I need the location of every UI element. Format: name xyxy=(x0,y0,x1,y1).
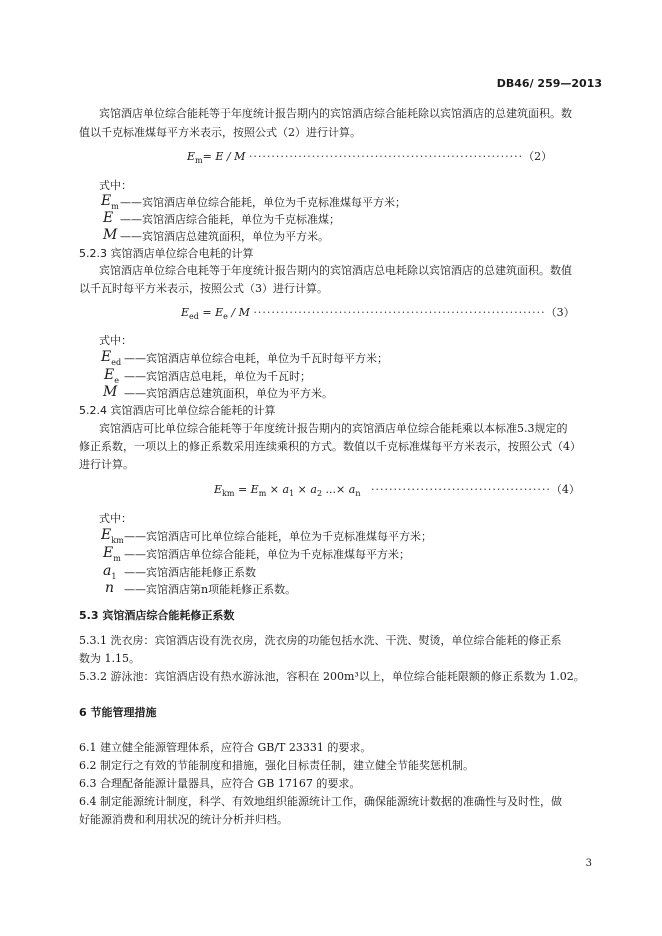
clause-line: 6.2 制定行之有效的节能制度和措施，强化目标责任制，建立健全节能奖惩机制。 xyxy=(79,759,474,772)
paragraph-line: 以千瓦时每平方米表示，按照公式（3）进行计算。 xyxy=(79,282,328,295)
def-text: ——宾馆酒店单位综合能耗，单位为千克标准煤每平方米； xyxy=(120,196,406,209)
def-text: ——宾馆酒店总电耗，单位为千瓦时； xyxy=(124,370,311,383)
paragraph-line: 修正系数，一项以上的修正系数采用连续乘积的方式。数值以千克标准煤每平方米表示，按照公式（4） xyxy=(79,440,581,453)
def-symbol: n xyxy=(105,580,115,596)
def-text: ——宾馆酒店能耗修正系数 xyxy=(124,566,256,579)
where-label: 式中： xyxy=(99,334,132,347)
where-label: 式中： xyxy=(99,512,132,525)
def-symbol: $E_{km}$ xyxy=(101,527,124,545)
paragraph-line: 进行计算。 xyxy=(79,458,134,471)
paragraph-line: 值以千克标准煤每平方米表示，按照公式（2）进行计算。 xyxy=(79,126,361,139)
section-heading: 5.3 宾馆酒店综合能耗修正系数 xyxy=(79,609,235,622)
def-text: ——宾馆酒店总建筑面积，单位为平方米。 xyxy=(124,387,333,400)
def-symbol: E xyxy=(103,210,114,226)
formula-3: $E_{ed} = E_e / M \cdot\cdot\cdot\cdot\cdot\cdot\cdot\cdot\cdot\cdot\cdot\cdot\cdot\cdot\cdot\cdot\cdot\cdot\cdot\cdot\cdot\cdot\cdot\cdot\cdot\cdot\cdot\cdot\cdot\cdot\cdot\cdot\cdot\cdot\cdot\cdot\cdot\cdot\cdot\cdot\cdot\cdot\cdot\cdot\cdot\cdot\cdot\cdot\cdot\cdot\cdot\cdot\cdot\cdot\cdot\cdot\cdot\cdot\cdot\cdot\cdot\cdot\cdot\cdot\cdot(3)$ xyxy=(181,306,575,322)
formula-lhs: $E_m$ xyxy=(187,150,203,166)
clause-line: 5.3.2 游泳池：宾馆酒店设有热水游泳池，容积在 200m³以上，单位综合能耗限额的修正系数为 1.02。 xyxy=(79,670,585,683)
def-symbol: $E_m$ xyxy=(103,545,121,563)
def-text: ——宾馆酒店单位综合能耗，单位为千克标准煤每平方米； xyxy=(124,548,410,561)
leader-dots: ································································· xyxy=(253,306,546,319)
page-number: 3 xyxy=(585,858,592,869)
section-heading: 5.2.3 宾馆酒店单位综合电耗的计算 xyxy=(79,247,254,260)
def-symbol: $E_{ed}$ xyxy=(101,349,122,367)
def-text: ——宾馆酒店第n项能耗修正系数。 xyxy=(124,583,297,596)
def-symbol: $a_1$ xyxy=(103,563,117,581)
formula-number: （4） xyxy=(550,483,580,496)
paragraph-line: 宾馆酒店单位综合电耗等于年度统计报告期内的宾馆酒店总电耗除以宾馆酒店的总建筑面积。数值 xyxy=(99,264,572,277)
def-symbol: $E_e$ xyxy=(104,367,119,385)
def-text: ——宾馆酒店单位综合电耗，单位为千瓦时每平方米； xyxy=(124,352,388,365)
clause-line: 6.4 制定能源统计制度，科学、有效地组织能源统计工作，确保能源统计数据的准确性与及时性，做 xyxy=(79,795,562,808)
section-heading: 5.2.4 宾馆酒店可比单位综合能耗的计算 xyxy=(79,404,276,417)
doc-code: DB46/ 259—2013 xyxy=(496,77,602,90)
clause-line: 好能源消费和利用状况的统计分析并归档。 xyxy=(79,813,288,826)
paragraph-line: 宾馆酒店单位综合能耗等于年度统计报告期内的宾馆酒店综合能耗除以宾馆酒店的总建筑面积。数 xyxy=(99,107,572,120)
clause-line: 数为 1.15。 xyxy=(79,652,140,665)
formula-2: $E_m= E / M \cdot\cdot\cdot\cdot\cdot\cdot\cdot\cdot\cdot\cdot\cdot\cdot\cdot\cdot\cdot\cdot\cdot\cdot\cdot\cdot\cdot\cdot\cdot\cdot\cdot\cdot\cdot\cdot\cdot\cdot\cdot\cdot\cdot\cdot\cdot\cdot\cdot\cdot\cdot\cdot\cdot\cdot\cdot\cdot\cdot\cdot\cdot\cdot\cdot\cdot\cdot\cdot\cdot\cdot\cdot\cdot\cdot\cdot\cdot\cdot\cdot(2)$ xyxy=(187,150,552,168)
formula-4: $E_{km} = E_m \times a_1 \times a_2$ ...× $a_n$ ········································（4） xyxy=(214,483,580,499)
clause-line: 6.3 合理配备能源计量器具，应符合 GB 17167 的要求。 xyxy=(79,777,361,790)
section-heading: 6 节能管理措施 xyxy=(79,706,157,719)
clause-line: 5.3.1 洗衣房：宾馆酒店设有洗衣房，洗衣房的功能包括水洗、干洗、熨烫，单位综合能耗的修正系 xyxy=(79,634,562,647)
def-symbol: M xyxy=(103,227,118,243)
def-text: ——宾馆酒店综合能耗，单位为千克标准煤； xyxy=(120,213,340,226)
def-symbol: M xyxy=(103,384,118,400)
def-symbol: $E_m$ xyxy=(101,193,119,211)
clause-line: 6.1 建立健全能源管理体系，应符合 GB/T 23331 的要求。 xyxy=(79,741,372,754)
def-text: ——宾馆酒店可比单位综合能耗，单位为千克标准煤每平方米； xyxy=(124,530,432,543)
leader-dots: ····························································· xyxy=(248,150,524,163)
formula-number: （3） xyxy=(545,306,575,319)
def-text: ——宾馆酒店总建筑面积，单位为平方米。 xyxy=(120,230,329,243)
formula-number: （2） xyxy=(523,150,553,163)
where-label: 式中： xyxy=(99,179,132,192)
paragraph-line: 宾馆酒店可比单位综合能耗等于年度统计报告期内的宾馆酒店单位综合能耗乘以本标准5.3规定的 xyxy=(99,422,568,435)
leader-dots: ········································ xyxy=(370,483,551,496)
